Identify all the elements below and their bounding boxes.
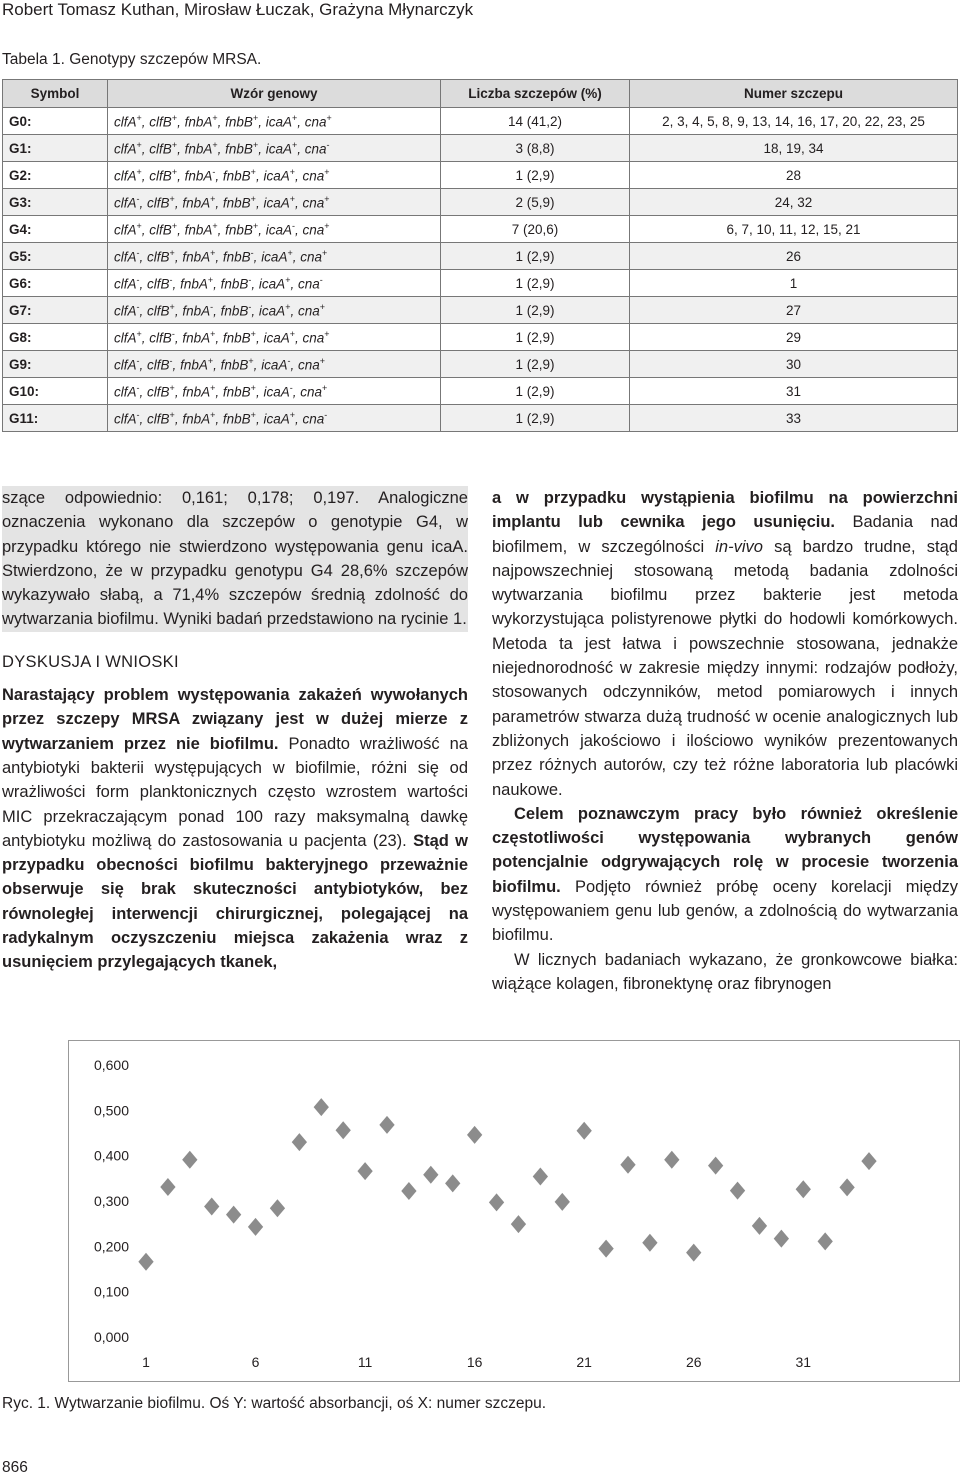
data-point: [642, 1234, 657, 1252]
gene-sign: +: [207, 355, 214, 366]
data-point: [270, 1199, 285, 1217]
y-tick-label: 0,600: [93, 1057, 129, 1073]
x-tick-label: 16: [466, 1354, 483, 1370]
gene-sign: +: [252, 112, 259, 123]
page-number: 866: [2, 1459, 28, 1476]
table-header-row: [3, 80, 958, 108]
italic-term: in-vivo: [715, 537, 763, 556]
gene-sign: +: [169, 382, 175, 393]
gene-sign: +: [322, 382, 328, 393]
gene-sign: +: [285, 274, 291, 285]
gene-name: fnbB: [222, 249, 251, 265]
data-point: [752, 1217, 767, 1235]
y-tick-label: 0,100: [93, 1283, 129, 1300]
gene-sign: +: [324, 166, 330, 177]
gene-name: fnbB: [222, 411, 251, 427]
gene-name: clfB: [147, 195, 170, 211]
y-tick-label: 0,400: [93, 1147, 129, 1164]
gene-sign: +: [248, 355, 254, 366]
strain-count: 3 (8,8): [441, 135, 630, 162]
gene-pattern: clfA-, clfB-, fnbA+, fnbB-, icaA+, cna-: [108, 270, 441, 297]
gene-sign: +: [250, 382, 256, 393]
data-point: [357, 1162, 372, 1180]
gene-sign: -: [136, 409, 140, 420]
gene-name: fnbA: [182, 195, 211, 211]
gene-sign: -: [169, 355, 173, 366]
table-row: [3, 378, 958, 405]
genotype-symbol: G2:: [3, 162, 108, 189]
gene-sign: +: [210, 328, 216, 339]
genotype-symbol: G11:: [3, 405, 108, 432]
discussion-paragraph: [2, 683, 468, 975]
gene-sign: +: [210, 382, 216, 393]
data-point: [555, 1193, 570, 1211]
gene-sign: +: [171, 220, 178, 231]
gene-name: fnbB: [225, 222, 253, 238]
gene-sign: +: [287, 247, 293, 258]
strain-numbers: 2, 3, 4, 5, 8, 9, 13, 14, 16, 17, 20, 22, 23, 25: [630, 108, 958, 135]
data-point: [248, 1218, 263, 1236]
gene-name: fnbA: [182, 249, 211, 265]
strain-numbers: 31: [630, 378, 958, 405]
gene-sign: +: [324, 220, 330, 231]
gene-sign: -: [136, 355, 140, 366]
data-point: [160, 1178, 175, 1196]
gene-sign: -: [289, 382, 293, 393]
gene-name: icaA: [258, 303, 286, 319]
genotype-symbol: G8:: [3, 324, 108, 351]
gene-name: icaA: [261, 249, 288, 265]
data-point: [336, 1121, 351, 1139]
gene-pattern: clfA+, clfB+, fnbA+, fnbB+, icaA+, cna+: [108, 108, 441, 135]
gene-sign: +: [326, 112, 332, 123]
gene-name: icaA: [261, 357, 288, 373]
figure-caption: Ryc. 1. Wytwarzanie biofilmu. Oś Y: wartość absorbancji, oś X: numer szczepu.: [2, 1395, 547, 1412]
gene-name: icaA: [265, 222, 292, 238]
genotype-symbol: G4:: [3, 216, 108, 243]
strain-numbers: 29: [630, 324, 958, 351]
gene-name: cna: [297, 303, 320, 319]
table-row: [3, 216, 958, 243]
bold-phrase: Celem poznawczym pracy było również określenie częstotliwości występowania wybranych genów potencjalnie odgrywających rolę w procesie tworzenia biofilmu.: [492, 804, 958, 896]
gene-name: fnbB: [222, 195, 251, 211]
gene-name: fnbA: [182, 411, 211, 427]
gene-pattern: clfA-, clfB+, fnbA+, fnbB+, icaA+, cna+: [108, 189, 441, 216]
data-point: [292, 1133, 307, 1151]
gene-sign: +: [252, 139, 259, 150]
gene-name: icaA: [263, 195, 290, 211]
bold-phrase: Narastający problem występowania zakażeń wywołanych przez szczepy MRSA związany jest w dużej mierze z wytwarzaniem przez nie biofilmu.: [2, 686, 468, 753]
gene-sign: -: [136, 247, 140, 258]
table-row: [3, 324, 958, 351]
strain-count: 14 (41,2): [441, 108, 630, 135]
gene-name: icaA: [265, 114, 292, 130]
x-tick-label: 6: [251, 1354, 260, 1370]
chart-canvas: [69, 1041, 959, 1381]
gene-sign: +: [289, 166, 295, 177]
strain-count: 1 (2,9): [441, 324, 630, 351]
gene-name: fnbB: [222, 168, 251, 184]
gene-sign: +: [319, 355, 326, 366]
gene-sign: +: [289, 193, 295, 204]
gene-sign: +: [171, 166, 178, 177]
gene-name: clfB: [149, 222, 172, 238]
table-row: [3, 162, 958, 189]
gene-name: clfA: [114, 303, 137, 319]
gene-name: fnbA: [180, 357, 208, 373]
gene-name: icaA: [265, 141, 292, 157]
gene-sign: +: [250, 409, 256, 420]
gene-name: icaA: [263, 411, 290, 427]
gene-pattern: clfA-, clfB+, fnbA+, fnbB+, icaA+, cna-: [108, 405, 441, 432]
gene-name: fnbA: [180, 276, 208, 292]
table-row: [3, 351, 958, 378]
strain-count: 1 (2,9): [441, 405, 630, 432]
gene-name: fnbB: [222, 330, 251, 346]
genotype-table: [2, 79, 958, 432]
gene-sign: -: [210, 301, 214, 312]
gene-sign: -: [248, 301, 252, 312]
data-point: [533, 1168, 548, 1186]
gene-sign: +: [169, 193, 175, 204]
gene-sign: +: [210, 247, 216, 258]
gene-name: cna: [300, 249, 323, 265]
data-point: [423, 1166, 438, 1184]
section-heading: DYSKUSJA I WNIOSKI: [2, 652, 179, 671]
y-tick-label: 0,000: [93, 1329, 129, 1345]
strain-numbers: 27: [630, 297, 958, 324]
table-row: [3, 405, 958, 432]
data-point: [489, 1193, 504, 1211]
gene-sign: +: [291, 112, 298, 123]
gene-pattern: clfA+, clfB+, fnbA+, fnbB+, icaA-, cna+: [108, 216, 441, 243]
gene-name: clfA: [114, 114, 137, 130]
running-header-authors: Robert Tomasz Kuthan, Mirosław Łuczak, Grażyna Młynarczyk: [2, 0, 474, 19]
gene-name: clfA: [114, 141, 137, 157]
gene-sign: -: [287, 355, 291, 366]
gene-name: clfA: [114, 357, 137, 373]
gene-sign: +: [210, 409, 216, 420]
gene-name: fnbB: [220, 303, 249, 319]
gene-sign: +: [207, 274, 214, 285]
gene-sign: -: [212, 166, 216, 177]
gene-sign: +: [136, 328, 142, 339]
strain-numbers: 1: [630, 270, 958, 297]
gene-name: cna: [304, 141, 327, 157]
gene-name: cna: [302, 411, 325, 427]
y-tick-label: 0,200: [93, 1238, 129, 1255]
gene-sign: -: [248, 274, 252, 285]
genotype-symbol: G10:: [3, 378, 108, 405]
data-point: [577, 1122, 592, 1140]
strain-count: 1 (2,9): [441, 270, 630, 297]
genotype-symbol: G1:: [3, 135, 108, 162]
gene-sign: -: [136, 274, 140, 285]
gene-sign: +: [250, 193, 256, 204]
gene-name: clfB: [149, 330, 172, 346]
x-tick-label: 21: [576, 1354, 592, 1370]
data-point: [774, 1230, 789, 1248]
gene-name: fnbA: [182, 330, 211, 346]
gene-name: icaA: [263, 384, 290, 400]
gene-name: fnbA: [184, 168, 213, 184]
gene-sign: +: [171, 139, 178, 150]
data-point: [620, 1156, 635, 1174]
gene-name: fnbB: [222, 384, 251, 400]
y-tick-label: 0,500: [93, 1102, 129, 1119]
gene-sign: +: [136, 220, 142, 231]
strain-count: 7 (20,6): [441, 216, 630, 243]
data-point: [226, 1206, 241, 1224]
data-point: [796, 1180, 811, 1198]
strain-numbers: 28: [630, 162, 958, 189]
data-point: [182, 1151, 197, 1169]
bold-phrase: Stąd w przypadku obecności biofilmu bakteryjnego przeważnie obserwuje się brak skuteczności antybiotyków, bez równoległej interwencji chirurgicznej, polegającej na radykalnym oczyszczeniu miejsca zakażenia wraz z usunięciem przylegających tkanek,: [2, 831, 468, 972]
genotype-symbol: G0:: [3, 108, 108, 135]
gene-name: clfA: [114, 276, 137, 292]
gene-sign: +: [136, 139, 142, 150]
gene-name: clfB: [147, 249, 170, 265]
left-text-column: [2, 486, 468, 975]
data-point: [138, 1253, 153, 1271]
genotype-symbol: G9:: [3, 351, 108, 378]
gene-name: clfB: [147, 357, 170, 373]
strain-count: 1 (2,9): [441, 243, 630, 270]
gene-name: clfB: [149, 114, 172, 130]
strain-count: 1 (2,9): [441, 378, 630, 405]
data-point: [686, 1244, 701, 1262]
bold-phrase: a w przypadku wystąpienia biofilmu na powierzchni implantu lub cewnika jego usunięciu.: [492, 489, 958, 532]
gene-name: clfA: [114, 384, 137, 400]
strain-numbers: 18, 19, 34: [630, 135, 958, 162]
gene-sign: -: [326, 139, 330, 150]
data-point: [861, 1152, 876, 1170]
gene-pattern: clfA-, clfB-, fnbA+, fnbB+, icaA-, cna+: [108, 351, 441, 378]
gene-sign: -: [319, 274, 323, 285]
gene-name: cna: [302, 222, 325, 238]
gene-name: clfB: [147, 384, 170, 400]
gene-name: fnbA: [182, 384, 211, 400]
gene-pattern: clfA-, clfB+, fnbA+, fnbB+, icaA-, cna+: [108, 378, 441, 405]
gene-sign: +: [169, 247, 175, 258]
gene-sign: +: [171, 112, 178, 123]
gene-name: fnbB: [225, 114, 253, 130]
gene-sign: +: [289, 328, 295, 339]
gene-name: clfA: [114, 330, 137, 346]
gene-sign: +: [250, 328, 256, 339]
gene-name: clfA: [114, 249, 137, 265]
gene-name: clfB: [149, 168, 172, 184]
header-pattern: Wzór genowy: [108, 80, 441, 108]
gene-sign: -: [324, 409, 328, 420]
gene-sign: +: [291, 139, 298, 150]
gene-sign: +: [169, 301, 175, 312]
gene-sign: -: [136, 382, 140, 393]
data-point: [664, 1151, 679, 1169]
table-row: [3, 189, 958, 216]
gene-sign: +: [289, 409, 295, 420]
header-symbol: Symbol: [3, 80, 108, 108]
gene-name: clfB: [147, 411, 170, 427]
gene-name: icaA: [263, 330, 290, 346]
gene-name: clfB: [147, 303, 170, 319]
gene-name: fnbA: [184, 114, 213, 130]
gene-name: cna: [300, 384, 323, 400]
data-point: [314, 1098, 329, 1116]
gene-name: fnbA: [184, 222, 213, 238]
table-row: [3, 243, 958, 270]
gene-name: cna: [297, 276, 320, 292]
data-point: [204, 1197, 219, 1215]
strain-numbers: 30: [630, 351, 958, 378]
gene-sign: +: [169, 409, 175, 420]
gene-name: clfA: [114, 222, 137, 238]
data-point: [379, 1116, 394, 1134]
data-point: [401, 1182, 416, 1200]
literature-paragraph: W licznych badaniach wykazano, że gronkowcowe białka: wiążące kolagen, fibronektynę oraz fibrynogen: [492, 950, 958, 993]
results-paragraph: szące odpowiednio: 0,161; 0,178; 0,197. Analogiczne oznaczenia wykonano dla szczepów o genotypie G4, w przypadku którego nie stwierdzono występowania genu icaA. Stwierdzono, że w przypadku genotypu G4 28,6% szczepów wykazywało słabą, a 71,4% szczepów średnią zdolność do wytwarzania biofilmu. Wyniki badań przedstawiono na rycinie 1.: [2, 486, 468, 632]
strain-numbers: 33: [630, 405, 958, 432]
genotype-symbol: G5:: [3, 243, 108, 270]
table-row: [3, 297, 958, 324]
gene-name: clfA: [114, 168, 137, 184]
header-count: Liczba szczepów (%): [441, 80, 630, 108]
data-point: [467, 1126, 482, 1144]
gene-pattern: clfA+, clfB+, fnbA-, fnbB+, icaA+, cna+: [108, 162, 441, 189]
strain-count: 1 (2,9): [441, 297, 630, 324]
gene-sign: +: [210, 193, 216, 204]
data-point: [598, 1240, 613, 1258]
gene-pattern: clfA-, clfB+, fnbA-, fnbB-, icaA+, cna+: [108, 297, 441, 324]
x-tick-label: 31: [795, 1354, 812, 1370]
gene-sign: -: [250, 247, 254, 258]
gene-name: clfB: [147, 276, 170, 292]
gene-sign: +: [212, 220, 218, 231]
right-text-column: [492, 486, 958, 996]
gene-sign: +: [252, 220, 259, 231]
gene-name: clfA: [114, 195, 137, 211]
gene-sign: -: [291, 220, 295, 231]
gene-sign: +: [319, 301, 326, 312]
gene-sign: -: [136, 301, 140, 312]
gene-pattern: clfA+, clfB+, fnbA+, fnbB+, icaA+, cna-: [108, 135, 441, 162]
genotype-symbol: G6:: [3, 270, 108, 297]
body-text: Ponadto wrażliwość na antybiotyki bakterii występujących w biofilmie, różni się od wrażliwości form planktonicznych często wzrostem wartości MIC przekraczającym ponad 100 razy maksymalną dawkę antybiotyku możliwą do zastosowania u pacjenta (23).: [2, 734, 468, 850]
gene-sign: -: [169, 274, 173, 285]
data-point: [730, 1182, 745, 1200]
gene-name: cna: [302, 195, 325, 211]
gene-name: clfA: [114, 411, 137, 427]
strain-numbers: 6, 7, 10, 11, 12, 15, 21: [630, 216, 958, 243]
aim-paragraph: [492, 802, 958, 948]
data-point: [511, 1215, 526, 1233]
strain-count: 1 (2,9): [441, 351, 630, 378]
x-tick-label: 26: [685, 1354, 702, 1370]
header-strains: Numer szczepu: [630, 80, 958, 108]
data-point: [708, 1157, 723, 1175]
gene-sign: +: [136, 166, 142, 177]
genotype-symbol: G7:: [3, 297, 108, 324]
body-text: są bardzo trudne, stąd najpowszechniej stosowaną metodą badania zdolności wytwarzania biofilmu przez bakterie jest metoda wykorzystująca polistyrenowe płytki do hodowli komórkowych. Metoda ta jest łatwa i powszechnie stosowana, jednakże niejednorodność w zakresie między innymi: rodzajów podłoży, stosowanych odczynników, metod pomiarowych i innych parametrów stwarza dużą trudność w ocenie analogicznych lub zbliżonych jakościowo i ilościowo wyników prezentowanych przez różnych autorów, czy też różne laboratoria lub placówki naukowe.: [492, 537, 958, 799]
gene-sign: +: [212, 112, 218, 123]
table-row: [3, 108, 958, 135]
gene-name: cna: [297, 357, 320, 373]
data-point: [818, 1232, 833, 1250]
table-row: [3, 135, 958, 162]
gene-sign: +: [212, 139, 218, 150]
gene-name: clfB: [149, 141, 172, 157]
gene-name: fnbA: [182, 303, 211, 319]
data-point: [839, 1178, 854, 1196]
strain-count: 2 (5,9): [441, 189, 630, 216]
table-row: [3, 270, 958, 297]
gene-pattern: clfA-, clfB+, fnbA+, fnbB-, icaA+, cna+: [108, 243, 441, 270]
gene-name: fnbA: [184, 141, 213, 157]
gene-sign: -: [171, 328, 175, 339]
body-text: Podjęto również próbę oceny korelacji między występowaniem genu lub genów, a zdolnością do wytwarzania biofilmu.: [492, 877, 958, 945]
gene-sign: +: [136, 112, 142, 123]
y-tick-label: 0,300: [93, 1193, 129, 1209]
body-text: Badania nad biofilmem, w szczególności: [492, 513, 958, 556]
gene-name: cna: [302, 168, 325, 184]
gene-name: fnbB: [220, 357, 249, 373]
gene-sign: +: [324, 193, 330, 204]
strain-numbers: 24, 32: [630, 189, 958, 216]
discussion-paragraph: [492, 486, 958, 802]
x-tick-label: 1: [142, 1354, 150, 1370]
gene-pattern: clfA+, clfB-, fnbA+, fnbB+, icaA+, cna+: [108, 324, 441, 351]
gene-sign: +: [322, 247, 328, 258]
data-point: [445, 1174, 460, 1192]
gene-name: cna: [302, 330, 325, 346]
gene-name: icaA: [263, 168, 290, 184]
strain-numbers: 26: [630, 243, 958, 270]
strain-count: 1 (2,9): [441, 162, 630, 189]
gene-sign: +: [285, 301, 291, 312]
table-caption: Tabela 1. Genotypy szczepów MRSA.: [2, 51, 262, 68]
genotype-symbol: G3:: [3, 189, 108, 216]
gene-sign: +: [324, 328, 330, 339]
biofilm-chart: [68, 1040, 960, 1382]
x-tick-label: 11: [357, 1354, 373, 1370]
gene-sign: +: [250, 166, 256, 177]
gene-name: cna: [304, 114, 327, 130]
gene-name: fnbB: [225, 141, 253, 157]
gene-sign: -: [136, 193, 140, 204]
gene-name: icaA: [258, 276, 286, 292]
gene-name: fnbB: [220, 276, 249, 292]
